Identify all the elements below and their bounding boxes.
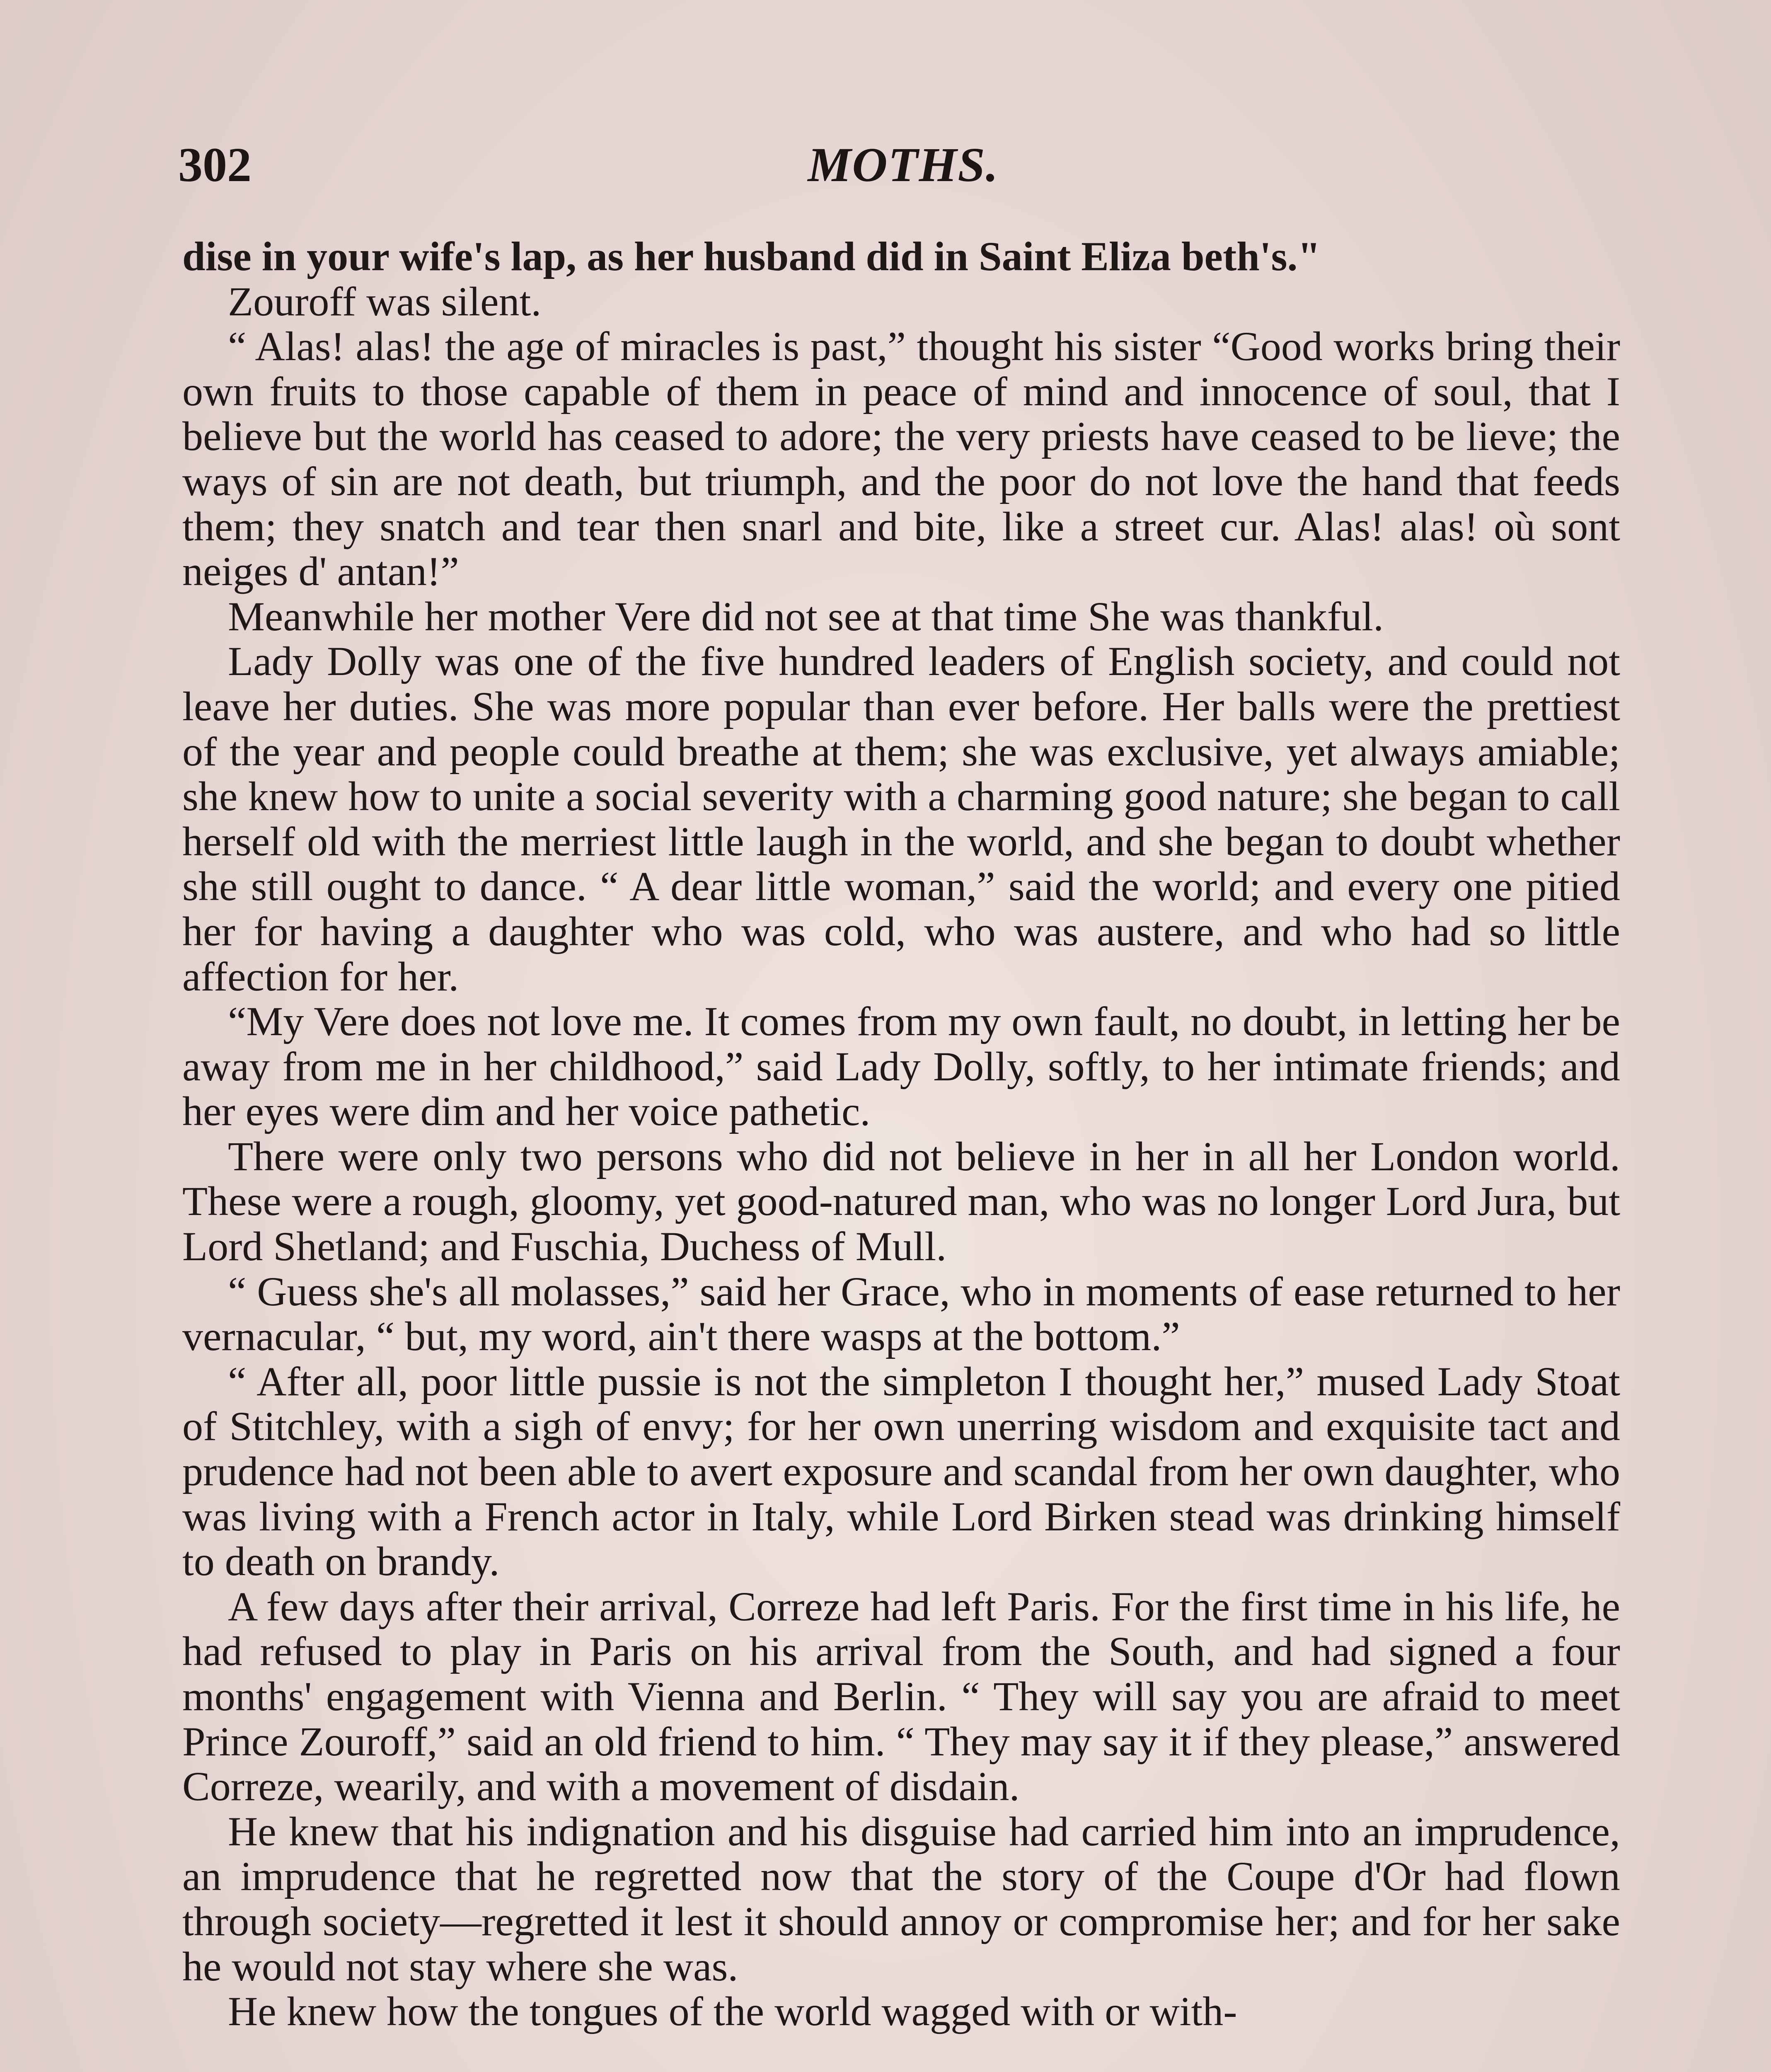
- paragraph: Lady Dolly was one of the five hundred leaders of English society, and could not leave her duties. She was more popular than ever before. Her balls were the prettiest of the year and people could breathe at them; she was exclusive, yet always amiable; she knew how to unite a social severity with a charming good nature; she began to call herself old with the merriest little laugh in the world, and she began to doubt whether she still ought to dance. “ A dear little woman,” said the world; and every one pitied her for having a daughter who was cold, who was austere, and who had so little affection for her.: [182, 638, 1620, 1000]
- page-header: [178, 137, 1628, 203]
- paragraph: Meanwhile her mother Vere did not see at that time She was thankful.: [228, 593, 1384, 639]
- paragraph: “ Alas! alas! the age of miracles is past,” thought his sister “Good works bring their own fruits to those capable of them in peace of mind and innocence of soul, that I believe but the world has ceased to adore; the very priests have ceased to be lieve; the ways of sin are not death, but triumph, and the poor do not love the hand that feeds them; they snatch and tear then snarl and bite, like a street cur. Alas! alas! où sont neiges d' antan!”: [182, 323, 1620, 595]
- paragraph: “My Vere does not love me. It comes from my own fault, no doubt, in letting her be away from me in her childhood,” said Lady Dolly, softly, to her intimate friends; and her eyes were dim and her voice pathetic.: [182, 998, 1620, 1135]
- running-head: MOTHS.: [808, 138, 999, 192]
- page-number: 302: [178, 138, 252, 192]
- paragraph: “ After all, poor little pussie is not the simpleton I thought her,” mused Lady Stoat of Stitchley, with a sigh of envy; for her own unerring wisdom and exquisite tact and prudence had not been able to avert exposure and scandal from her own daughter, who was living with a French actor in Italy, while Lord Birken stead was drinking himself to death on brandy.: [182, 1358, 1620, 1585]
- paragraph: A few days after their arrival, Correze had left Paris. For the first time in his life, he had refused to play in Paris on his arrival from the South, and had signed a four months' engagement with Vienna and Berlin. “ They will say you are afraid to meet Prince Zouroff,” said an old friend to him. “ They may say it if they please,” answered Correze, wearily, and with a movement of disdain.: [182, 1583, 1620, 1810]
- paragraph: dise in your wife's lap, as her husband did in Saint Eliza beth's.": [182, 233, 1321, 279]
- paragraph: He knew that his indignation and his disguise had carried him into an imprudence, an imprudence that he regretted now that the story of the Coupe d'Or had flown through society—regretted it lest it should annoy or compromise her; and for her sake he would not stay where she was.: [182, 1808, 1620, 1990]
- body-text: [182, 234, 1620, 2034]
- paragraph: There were only two persons who did not believe in her in all her London world. These were a rough, gloomy, yet good-natured man, who was no longer Lord Jura, but Lord Shetland; and Fuschia, Duchess of Mull.: [182, 1133, 1620, 1270]
- paragraph: Zouroff was silent.: [228, 278, 542, 324]
- paragraph: He knew how the tongues of the world wagged with or with-: [228, 1988, 1237, 2035]
- paragraph: “ Guess she's all molasses,” said her Grace, who in moments of ease returned to her vernacular, “ but, my word, ain't there wasps at the bottom.”: [182, 1268, 1620, 1360]
